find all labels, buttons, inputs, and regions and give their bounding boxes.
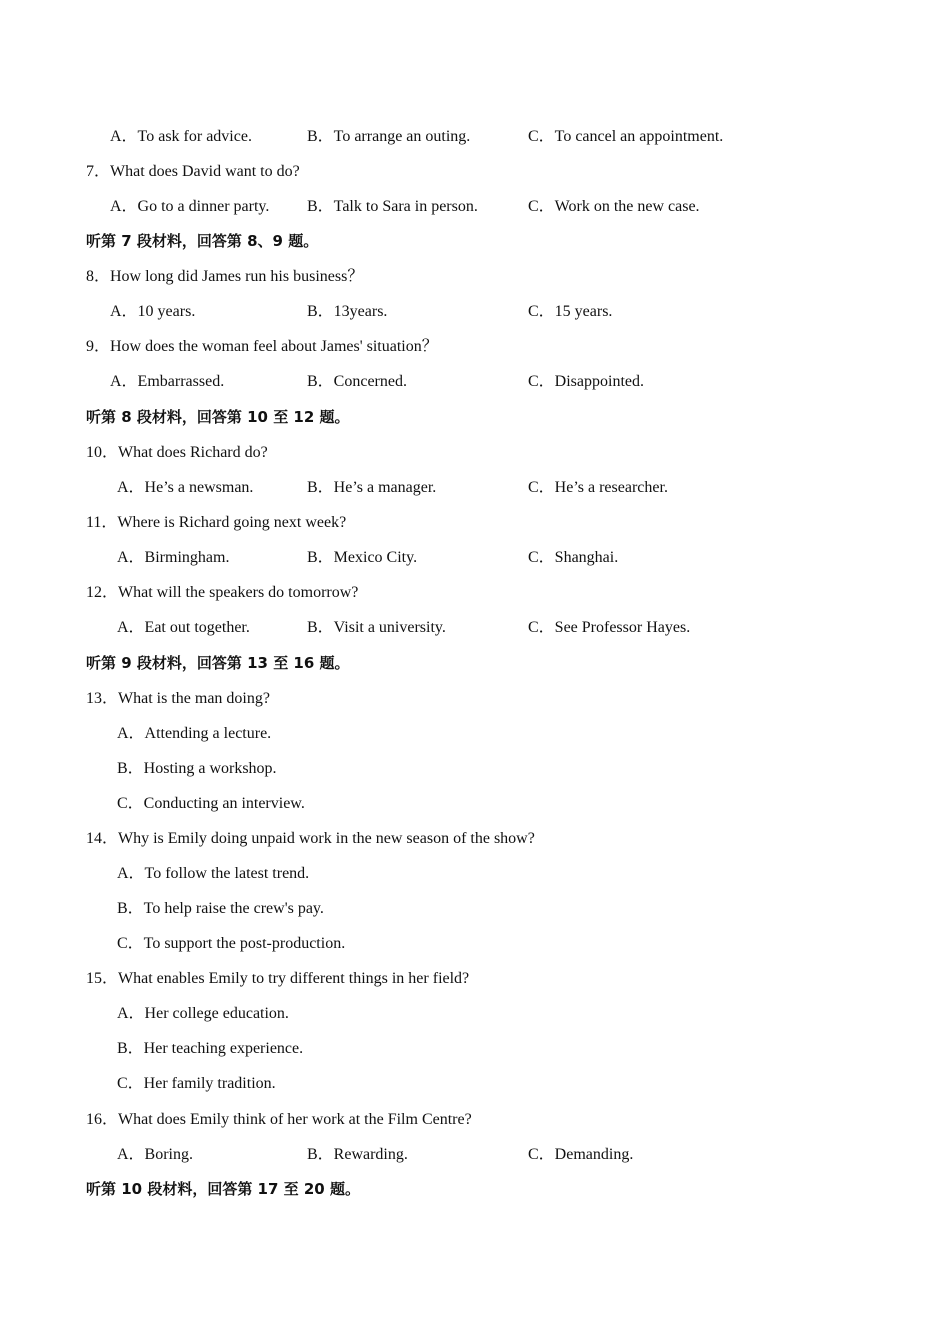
question-text: 16．What does Emily think of her work at the Film Centre? [86, 1111, 472, 1128]
option-a: A．Boring. [117, 1146, 194, 1163]
options-row [0, 1137, 950, 1172]
options-row [0, 540, 950, 575]
option-b: B．13years. [307, 303, 388, 320]
question-text: 12．What will the speakers do tomorrow? [86, 584, 359, 601]
question-text: 8．How long did James run his business？ [86, 268, 364, 285]
question [0, 154, 950, 189]
question-text: 15．What enables Emily to try different things in her field? [86, 970, 470, 987]
option-b: B．Visit a university. [307, 619, 446, 636]
question [0, 259, 950, 294]
option [0, 996, 950, 1031]
section-header [0, 646, 950, 681]
option-c: C．Shanghai. [528, 549, 619, 566]
option-text: C．Conducting an interview. [117, 795, 305, 812]
option-c: C．Demanding. [528, 1146, 634, 1163]
option-b: B．Mexico City. [307, 549, 418, 566]
option-text: A．Her college education. [117, 1005, 289, 1022]
option [0, 1066, 950, 1101]
option-c: C．15 years. [528, 303, 613, 320]
section-header-text: 听第 8 段材料，回答第 10 至 12 题。 [86, 408, 350, 426]
section-header-text: 听第 10 段材料，回答第 17 至 20 题。 [86, 1180, 360, 1198]
section-header [0, 224, 950, 259]
option-b: B．Concerned. [307, 373, 407, 390]
option-text: A．Attending a lecture. [117, 725, 272, 742]
option-b: B．To arrange an outing. [307, 128, 471, 145]
question [0, 961, 950, 996]
option-a: A．Embarrassed. [110, 373, 225, 390]
option [0, 926, 950, 961]
options-row [0, 470, 950, 505]
options-row [0, 294, 950, 329]
option-b: B．He’s a manager. [307, 479, 437, 496]
section-header-text: 听第 7 段材料，回答第 8、9 题。 [86, 232, 319, 250]
section-header [0, 1172, 950, 1207]
question [0, 821, 950, 856]
option-a: A．10 years. [110, 303, 196, 320]
question-text: 7．What does David want to do? [86, 163, 300, 180]
question-text: 11．Where is Richard going next week? [86, 514, 347, 531]
option-c: C．To cancel an appointment. [528, 128, 724, 145]
option-c: C．He’s a researcher. [528, 479, 668, 496]
question [0, 505, 950, 540]
option [0, 751, 950, 786]
option-c: C．Disappointed. [528, 373, 644, 390]
option [0, 716, 950, 751]
options-row [0, 189, 950, 224]
option [0, 856, 950, 891]
option-text: A．To follow the latest trend. [117, 865, 310, 882]
question-text: 14．Why is Emily doing unpaid work in the new season of the show? [86, 830, 535, 847]
option-c: C．Work on the new case. [528, 198, 700, 215]
question [0, 435, 950, 470]
option [0, 891, 950, 926]
options-row [0, 610, 950, 645]
option-b: B．Talk to Sara in person. [307, 198, 478, 215]
option-text: B．Hosting a workshop. [117, 760, 277, 777]
option-c: C．See Professor Hayes. [528, 619, 691, 636]
question [0, 1102, 950, 1137]
option-a: A．He’s a newsman. [117, 479, 254, 496]
option-a: A．Eat out together. [117, 619, 250, 636]
option [0, 1031, 950, 1066]
option-text: B．Her teaching experience. [117, 1040, 304, 1057]
options-row [0, 119, 950, 154]
question [0, 681, 950, 716]
option-text: C．Her family tradition. [117, 1075, 276, 1092]
option-text: B．To help raise the crew's pay. [117, 900, 324, 917]
question-text: 9．How does the woman feel about James' situation？ [86, 338, 438, 355]
option-a: A．Go to a dinner party. [110, 198, 270, 215]
option-text: C．To support the post-production. [117, 935, 346, 952]
options-row [0, 364, 950, 399]
question [0, 575, 950, 610]
option [0, 786, 950, 821]
question-text: 13．What is the man doing? [86, 690, 270, 707]
option-a: A．To ask for advice. [110, 128, 252, 145]
option-a: A．Birmingham. [117, 549, 230, 566]
question [0, 329, 950, 364]
section-header [0, 400, 950, 435]
section-header-text: 听第 9 段材料，回答第 13 至 16 题。 [86, 654, 350, 672]
question-text: 10．What does Richard do? [86, 444, 268, 461]
option-b: B．Rewarding. [307, 1146, 408, 1163]
